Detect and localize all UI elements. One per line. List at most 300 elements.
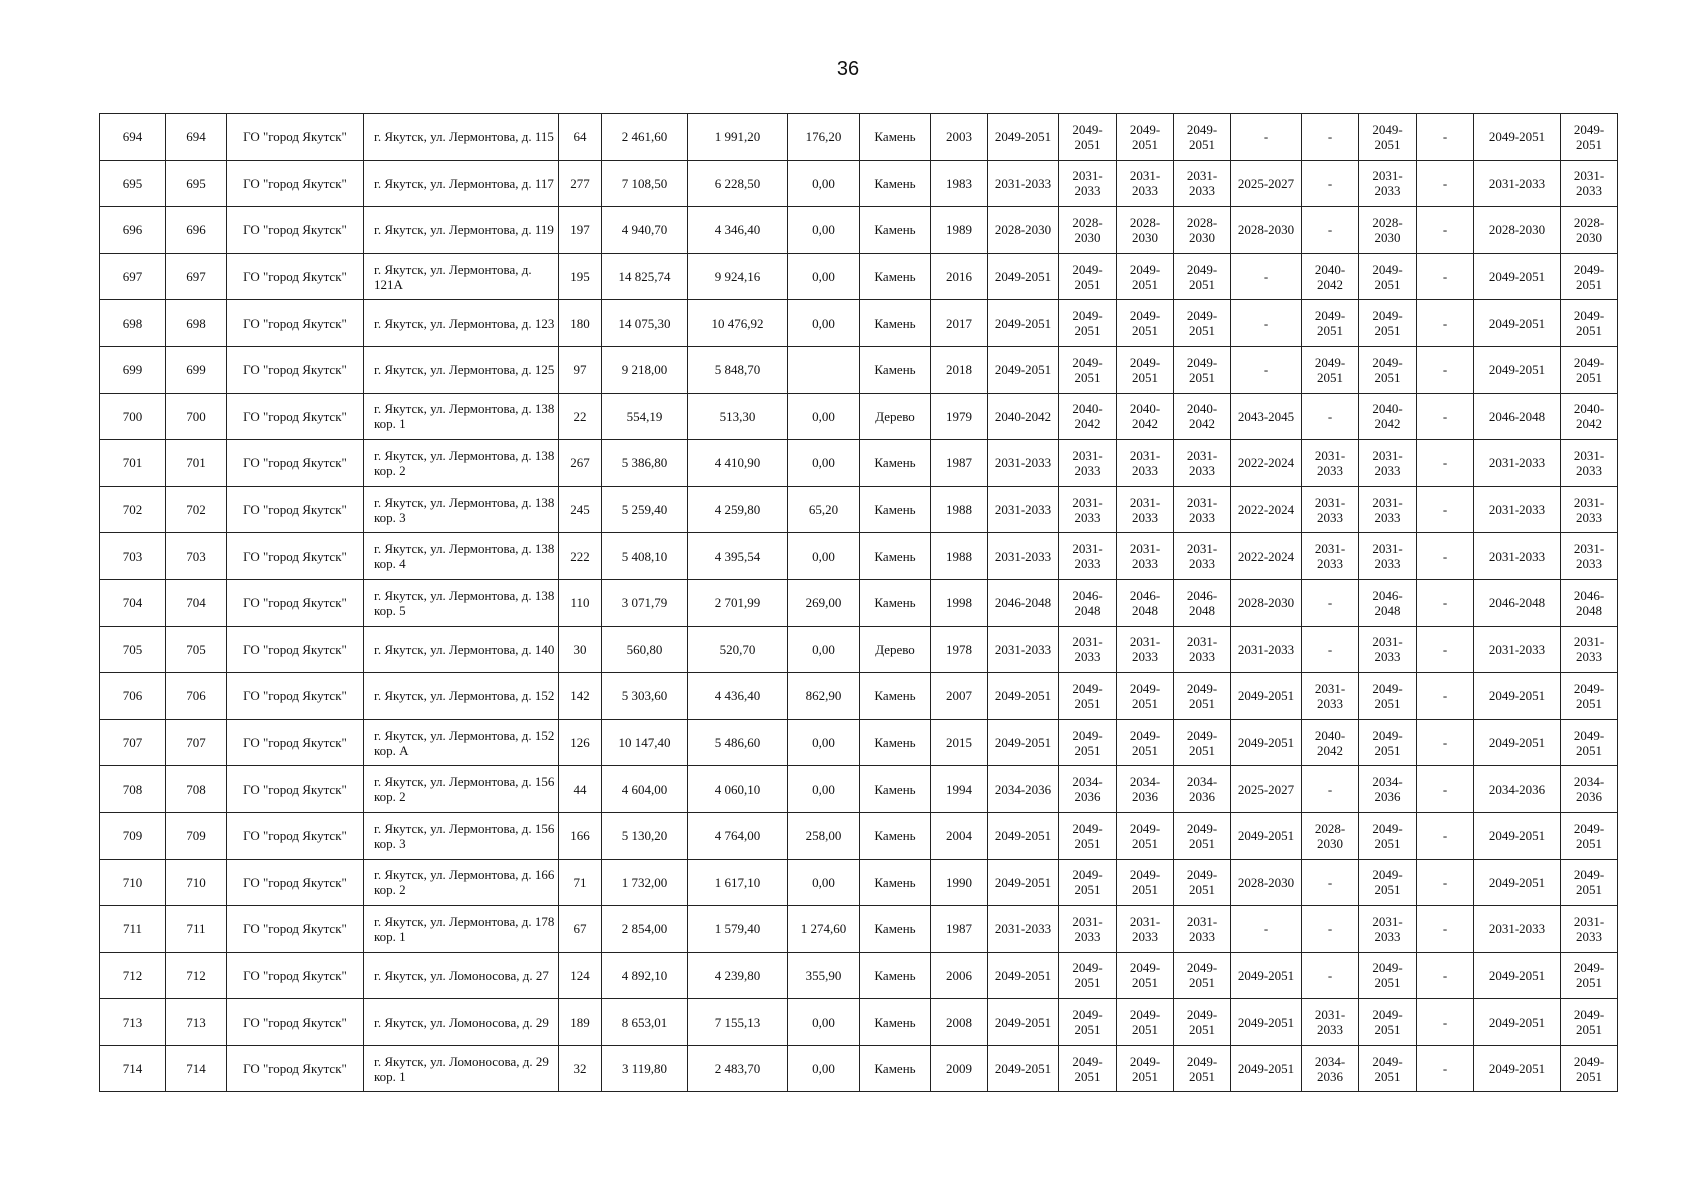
table-cell: 2034-2036 — [1302, 1045, 1359, 1092]
table-cell: 699 — [100, 346, 166, 393]
table-cell: 2031-2033 — [1231, 626, 1302, 673]
table-cell: - — [1417, 719, 1474, 766]
table-cell: 2046-2048 — [988, 579, 1059, 626]
table-cell: 2031-2033 — [1359, 626, 1417, 673]
table-cell: - — [1417, 812, 1474, 859]
table-cell: 2049-2051 — [1059, 812, 1117, 859]
table-cell: - — [1231, 253, 1302, 300]
table-cell: 0,00 — [788, 393, 860, 440]
table-cell: 4 940,70 — [602, 207, 688, 254]
table-cell: 712 — [166, 952, 227, 999]
table-cell: г. Якутск, ул. Лермонтова, д. 119 — [364, 207, 559, 254]
table-cell: 2049-2051 — [988, 346, 1059, 393]
table-cell: ГО "город Якутск" — [227, 207, 364, 254]
table-cell: 2034-2036 — [1059, 766, 1117, 813]
table-cell: 1 732,00 — [602, 859, 688, 906]
table-cell: 2040-2042 — [1561, 393, 1618, 440]
table-row — [100, 346, 1618, 393]
table-cell: 703 — [166, 533, 227, 580]
table-cell: 2031-2033 — [1174, 160, 1231, 207]
table-cell: 2031-2033 — [1117, 486, 1174, 533]
table-cell: 2031-2033 — [1059, 486, 1117, 533]
table-cell: 707 — [100, 719, 166, 766]
table-cell: ГО "город Якутск" — [227, 952, 364, 999]
table-cell: 2049-2051 — [1059, 999, 1117, 1046]
table-cell: 2031-2033 — [1059, 160, 1117, 207]
table-cell: Камень — [860, 346, 931, 393]
table-cell: 2031-2033 — [1117, 626, 1174, 673]
table-cell: 267 — [559, 440, 602, 487]
table-cell: 2049-2051 — [1117, 999, 1174, 1046]
table-cell: 697 — [166, 253, 227, 300]
table-cell: 2049-2051 — [1359, 114, 1417, 161]
table-cell: 2031-2033 — [1059, 533, 1117, 580]
table-cell: 560,80 — [602, 626, 688, 673]
table-cell: 700 — [100, 393, 166, 440]
table-cell: - — [1417, 906, 1474, 953]
table-cell: 2031-2033 — [1561, 906, 1618, 953]
table-cell: г. Якутск, ул. Ломоносова, д. 29 кор. 1 — [364, 1045, 559, 1092]
table-cell: - — [1417, 393, 1474, 440]
table-cell: г. Якутск, ул. Лермонтова, д. 140 — [364, 626, 559, 673]
table-cell: 0,00 — [788, 1045, 860, 1092]
table-cell: - — [1231, 114, 1302, 161]
table-row — [100, 859, 1618, 906]
table-cell: 2049-2051 — [1359, 346, 1417, 393]
table-cell: 197 — [559, 207, 602, 254]
table-cell: 702 — [100, 486, 166, 533]
table-cell: - — [1302, 952, 1359, 999]
table-cell: 706 — [166, 673, 227, 720]
table-cell: 0,00 — [788, 999, 860, 1046]
table-cell: 2031-2033 — [1174, 486, 1231, 533]
table-cell: 5 408,10 — [602, 533, 688, 580]
table-cell: г. Якутск, ул. Лермонтова, д. 178 кор. 1 — [364, 906, 559, 953]
table-cell: 2049-2051 — [1059, 346, 1117, 393]
table-cell: 2028-2030 — [1561, 207, 1618, 254]
table-cell: 2 854,00 — [602, 906, 688, 953]
table-cell: 1 991,20 — [688, 114, 788, 161]
table-cell: 2049-2051 — [1174, 859, 1231, 906]
table-cell: 701 — [166, 440, 227, 487]
table-cell: 2022-2024 — [1231, 440, 1302, 487]
table-row — [100, 812, 1618, 859]
table-cell: 2022-2024 — [1231, 533, 1302, 580]
table-cell: Камень — [860, 812, 931, 859]
table-cell: 1988 — [931, 486, 988, 533]
table-cell: 2049-2051 — [1174, 673, 1231, 720]
table-cell: 2 701,99 — [688, 579, 788, 626]
table-cell: 2049-2051 — [1474, 859, 1561, 906]
table-cell: ГО "город Якутск" — [227, 160, 364, 207]
table-row — [100, 393, 1618, 440]
table-cell: 2049-2051 — [988, 812, 1059, 859]
table-cell: Камень — [860, 906, 931, 953]
table-cell: 2049-2051 — [1117, 719, 1174, 766]
table-cell: - — [1417, 486, 1474, 533]
table-cell: 2049-2051 — [1474, 673, 1561, 720]
table-row — [100, 673, 1618, 720]
table-row — [100, 1045, 1618, 1092]
table-cell: 2031-2033 — [1117, 440, 1174, 487]
table-cell: 2049-2051 — [1302, 300, 1359, 347]
table-row — [100, 952, 1618, 999]
table-cell: 2049-2051 — [1561, 999, 1618, 1046]
table-cell: - — [1417, 440, 1474, 487]
table-cell: ГО "город Якутск" — [227, 579, 364, 626]
table-cell: 2049-2051 — [1561, 673, 1618, 720]
table-cell: Камень — [860, 999, 931, 1046]
table-cell: 7 108,50 — [602, 160, 688, 207]
table-cell: 180 — [559, 300, 602, 347]
table-cell: 0,00 — [788, 207, 860, 254]
table-cell: 2028-2030 — [1231, 579, 1302, 626]
table-cell: Камень — [860, 486, 931, 533]
table-row — [100, 207, 1618, 254]
table-cell: 2040-2042 — [1117, 393, 1174, 440]
table-cell: 704 — [100, 579, 166, 626]
table-cell: 2049-2051 — [1117, 952, 1174, 999]
table-cell: 0,00 — [788, 859, 860, 906]
table-cell: 2040-2042 — [1302, 253, 1359, 300]
table-cell: 0,00 — [788, 766, 860, 813]
table-cell: 2031-2033 — [988, 440, 1059, 487]
table-cell: 2049-2051 — [988, 253, 1059, 300]
table-cell: 97 — [559, 346, 602, 393]
table-cell: - — [1302, 859, 1359, 906]
table-row — [100, 579, 1618, 626]
table-cell: 2049-2051 — [1174, 1045, 1231, 1092]
table-cell: Камень — [860, 440, 931, 487]
table-cell: 2006 — [931, 952, 988, 999]
table-cell: 2028-2030 — [1474, 207, 1561, 254]
table-cell: Камень — [860, 533, 931, 580]
table-cell: 3 119,80 — [602, 1045, 688, 1092]
table-cell: 1990 — [931, 859, 988, 906]
table-cell: 2031-2033 — [1561, 533, 1618, 580]
table-row — [100, 440, 1618, 487]
table-cell: 2049-2051 — [1059, 673, 1117, 720]
table-cell: 2031-2033 — [1359, 440, 1417, 487]
table-cell: - — [1417, 207, 1474, 254]
table-cell: 2040-2042 — [1359, 393, 1417, 440]
table-cell: 1979 — [931, 393, 988, 440]
table-cell: 1998 — [931, 579, 988, 626]
table-cell: 2049-2051 — [1117, 812, 1174, 859]
table-cell: 2049-2051 — [1059, 719, 1117, 766]
table-cell: 2049-2051 — [988, 859, 1059, 906]
table-cell: 355,90 — [788, 952, 860, 999]
table-cell: 2049-2051 — [1474, 300, 1561, 347]
table-cell: 2028-2030 — [1059, 207, 1117, 254]
table-cell: 694 — [166, 114, 227, 161]
table-cell: 32 — [559, 1045, 602, 1092]
table-cell: 277 — [559, 160, 602, 207]
table-cell: 711 — [100, 906, 166, 953]
table-cell: 513,30 — [688, 393, 788, 440]
table-cell: 2025-2027 — [1231, 766, 1302, 813]
table-cell: 708 — [166, 766, 227, 813]
table-cell: 2049-2051 — [1059, 253, 1117, 300]
table-cell: 10 476,92 — [688, 300, 788, 347]
table-cell: г. Якутск, ул. Лермонтова, д. 156 кор. 2 — [364, 766, 559, 813]
table-cell: Камень — [860, 1045, 931, 1092]
table-cell: - — [1417, 626, 1474, 673]
table-cell: 1983 — [931, 160, 988, 207]
table-cell: 126 — [559, 719, 602, 766]
table-cell: 1978 — [931, 626, 988, 673]
table-cell: 2031-2033 — [988, 533, 1059, 580]
table-cell: 2049-2051 — [1231, 719, 1302, 766]
table-cell: 7 155,13 — [688, 999, 788, 1046]
table-cell: 2028-2030 — [1174, 207, 1231, 254]
table-cell: 2015 — [931, 719, 988, 766]
table-cell: 245 — [559, 486, 602, 533]
table-cell: 2031-2033 — [1302, 673, 1359, 720]
table-cell: Камень — [860, 207, 931, 254]
table-cell: 2049-2051 — [1117, 859, 1174, 906]
table-cell: - — [1417, 952, 1474, 999]
table-cell: Камень — [860, 160, 931, 207]
table-cell: 2043-2045 — [1231, 393, 1302, 440]
table-cell: ГО "город Якутск" — [227, 626, 364, 673]
table-cell: 195 — [559, 253, 602, 300]
table-cell: 2049-2051 — [1231, 952, 1302, 999]
table-cell: 2049-2051 — [1359, 719, 1417, 766]
table-cell: - — [1417, 114, 1474, 161]
table-cell: 2031-2033 — [1474, 160, 1561, 207]
table-cell: 0,00 — [788, 160, 860, 207]
table-cell: Камень — [860, 859, 931, 906]
table-cell: - — [1417, 579, 1474, 626]
housing-registry-table — [99, 113, 1618, 1092]
table-cell: 697 — [100, 253, 166, 300]
table-cell: Дерево — [860, 393, 931, 440]
table-cell: 2034-2036 — [1174, 766, 1231, 813]
table-cell: 2031-2033 — [1561, 486, 1618, 533]
table-cell: г. Якутск, ул. Лермонтова, д. 166 кор. 2 — [364, 859, 559, 906]
table-cell: 2049-2051 — [1231, 673, 1302, 720]
table-cell: 64 — [559, 114, 602, 161]
table-cell: г. Якутск, ул. Лермонтова, д. 115 — [364, 114, 559, 161]
table-cell: 2049-2051 — [1359, 1045, 1417, 1092]
table-cell: - — [1417, 1045, 1474, 1092]
table-cell: 176,20 — [788, 114, 860, 161]
table-cell: 2031-2033 — [1117, 906, 1174, 953]
table-cell: - — [1417, 673, 1474, 720]
table-cell: Дерево — [860, 626, 931, 673]
table-cell: 2049-2051 — [1059, 952, 1117, 999]
table-cell: 705 — [100, 626, 166, 673]
table-cell: 2049-2051 — [1474, 812, 1561, 859]
table-cell: 694 — [100, 114, 166, 161]
table-cell: 2049-2051 — [1302, 346, 1359, 393]
table-cell: 2034-2036 — [988, 766, 1059, 813]
table-cell: 2025-2027 — [1231, 160, 1302, 207]
table-cell: 189 — [559, 999, 602, 1046]
table-cell: 2049-2051 — [1117, 114, 1174, 161]
table-cell: 2046-2048 — [1561, 579, 1618, 626]
table-cell: г. Якутск, ул. Ломоносова, д. 29 — [364, 999, 559, 1046]
table-cell: 698 — [100, 300, 166, 347]
table-cell: Камень — [860, 952, 931, 999]
table-cell: г. Якутск, ул. Лермонтова, д. 138 кор. 2 — [364, 440, 559, 487]
table-cell: 1 274,60 — [788, 906, 860, 953]
table-cell: г. Якутск, ул. Лермонтова, д. 138 кор. 4 — [364, 533, 559, 580]
table-cell: 2049-2051 — [988, 999, 1059, 1046]
table-cell: - — [1231, 346, 1302, 393]
table-cell: - — [1302, 393, 1359, 440]
table-cell: 5 303,60 — [602, 673, 688, 720]
table-cell: 124 — [559, 952, 602, 999]
table-cell: 67 — [559, 906, 602, 953]
table-cell: 2049-2051 — [1231, 812, 1302, 859]
table-cell: 0,00 — [788, 253, 860, 300]
table-cell: 9 924,16 — [688, 253, 788, 300]
table-cell: 2049-2051 — [1117, 300, 1174, 347]
table-cell: ГО "город Якутск" — [227, 346, 364, 393]
table-cell: ГО "город Якутск" — [227, 300, 364, 347]
table-cell: ГО "город Якутск" — [227, 253, 364, 300]
table-cell: 2049-2051 — [1174, 952, 1231, 999]
table-cell: 0,00 — [788, 300, 860, 347]
table-cell: ГО "город Якутск" — [227, 1045, 364, 1092]
table-cell: 2049-2051 — [1059, 859, 1117, 906]
table-cell: - — [1302, 766, 1359, 813]
table-cell: 258,00 — [788, 812, 860, 859]
table-cell: 2049-2051 — [1174, 253, 1231, 300]
table-cell: - — [1302, 906, 1359, 953]
table-cell: 2031-2033 — [1474, 486, 1561, 533]
table-cell: ГО "город Якутск" — [227, 114, 364, 161]
table-cell: 2031-2033 — [1174, 906, 1231, 953]
table-cell: 0,00 — [788, 626, 860, 673]
table-cell: 2 483,70 — [688, 1045, 788, 1092]
table-cell: 5 386,80 — [602, 440, 688, 487]
table-cell: 2049-2051 — [1059, 114, 1117, 161]
table-cell: 704 — [166, 579, 227, 626]
table-cell: 2028-2030 — [1231, 207, 1302, 254]
table-cell: 2007 — [931, 673, 988, 720]
table-cell: ГО "город Якутск" — [227, 719, 364, 766]
table-cell: 2049-2051 — [1059, 1045, 1117, 1092]
table-cell: 2031-2033 — [988, 906, 1059, 953]
table-cell: 2031-2033 — [988, 160, 1059, 207]
table-cell: 2031-2033 — [1474, 626, 1561, 673]
table-cell: 2031-2033 — [1359, 906, 1417, 953]
table-cell: 2049-2051 — [1174, 812, 1231, 859]
table-cell: 709 — [166, 812, 227, 859]
table-cell: 701 — [100, 440, 166, 487]
table-cell: 2031-2033 — [988, 626, 1059, 673]
table-cell: ГО "город Якутск" — [227, 999, 364, 1046]
table-body — [100, 114, 1618, 1092]
table-cell: 706 — [100, 673, 166, 720]
table-cell: 0,00 — [788, 533, 860, 580]
table-cell: 2009 — [931, 1045, 988, 1092]
table-cell: 2049-2051 — [1174, 999, 1231, 1046]
table-cell: 2017 — [931, 300, 988, 347]
table-cell: 3 071,79 — [602, 579, 688, 626]
table-cell: 699 — [166, 346, 227, 393]
table-cell: 2049-2051 — [1561, 859, 1618, 906]
table-cell: 714 — [166, 1045, 227, 1092]
table-row — [100, 999, 1618, 1046]
table-cell: ГО "город Якутск" — [227, 766, 364, 813]
table-cell: - — [1302, 207, 1359, 254]
table-cell: 2034-2036 — [1561, 766, 1618, 813]
table-row — [100, 300, 1618, 347]
table-cell: 2003 — [931, 114, 988, 161]
table-cell: 2046-2048 — [1474, 579, 1561, 626]
table-cell: - — [1302, 626, 1359, 673]
table-cell: Камень — [860, 300, 931, 347]
table-cell: 4 060,10 — [688, 766, 788, 813]
table-cell: г. Якутск, ул. Лермонтова, д. 121А — [364, 253, 559, 300]
page-number: 36 — [836, 58, 860, 80]
table-cell: 713 — [166, 999, 227, 1046]
table-cell: ГО "город Якутск" — [227, 673, 364, 720]
table-row — [100, 719, 1618, 766]
table-cell: 2031-2033 — [1174, 533, 1231, 580]
table-cell: 700 — [166, 393, 227, 440]
table-cell: 2034-2036 — [1474, 766, 1561, 813]
table-cell: 711 — [166, 906, 227, 953]
table-cell: 2049-2051 — [988, 300, 1059, 347]
table-cell: 2040-2042 — [1059, 393, 1117, 440]
table-cell: г. Якутск, ул. Лермонтова, д. 138 кор. 1 — [364, 393, 559, 440]
table-cell: 1994 — [931, 766, 988, 813]
table-cell: 2049-2051 — [1474, 1045, 1561, 1092]
table-cell: 2031-2033 — [1474, 533, 1561, 580]
table-cell: 696 — [100, 207, 166, 254]
table-cell: 2018 — [931, 346, 988, 393]
table-cell: - — [1417, 999, 1474, 1046]
table-cell: 2049-2051 — [988, 952, 1059, 999]
table-cell: 2049-2051 — [1059, 300, 1117, 347]
table-cell: г. Якутск, ул. Лермонтова, д. 152 кор. А — [364, 719, 559, 766]
table-cell: 14 825,74 — [602, 253, 688, 300]
table-cell: 2031-2033 — [1117, 160, 1174, 207]
table-cell: 2049-2051 — [1117, 673, 1174, 720]
table-cell: 110 — [559, 579, 602, 626]
table-cell: ГО "город Якутск" — [227, 440, 364, 487]
table-cell: 2049-2051 — [1231, 999, 1302, 1046]
table-cell: 5 130,20 — [602, 812, 688, 859]
table-cell: 2031-2033 — [1302, 440, 1359, 487]
table-cell: Камень — [860, 114, 931, 161]
table-cell: - — [1417, 253, 1474, 300]
table-cell: 2049-2051 — [1117, 253, 1174, 300]
table-cell: - — [1417, 346, 1474, 393]
table-cell: 696 — [166, 207, 227, 254]
table-cell: 710 — [166, 859, 227, 906]
table-cell: 707 — [166, 719, 227, 766]
table-cell: 2049-2051 — [1474, 719, 1561, 766]
table-cell: 5 486,60 — [688, 719, 788, 766]
table-cell: 2031-2033 — [1359, 160, 1417, 207]
table-cell: 2049-2051 — [1174, 114, 1231, 161]
table-cell: 2049-2051 — [1474, 346, 1561, 393]
table-cell: 142 — [559, 673, 602, 720]
table-cell: Камень — [860, 579, 931, 626]
table-cell: 222 — [559, 533, 602, 580]
table-cell: 1987 — [931, 906, 988, 953]
table-cell: 71 — [559, 859, 602, 906]
table-cell: 9 218,00 — [602, 346, 688, 393]
table-cell: Камень — [860, 766, 931, 813]
table-cell: 2049-2051 — [988, 719, 1059, 766]
